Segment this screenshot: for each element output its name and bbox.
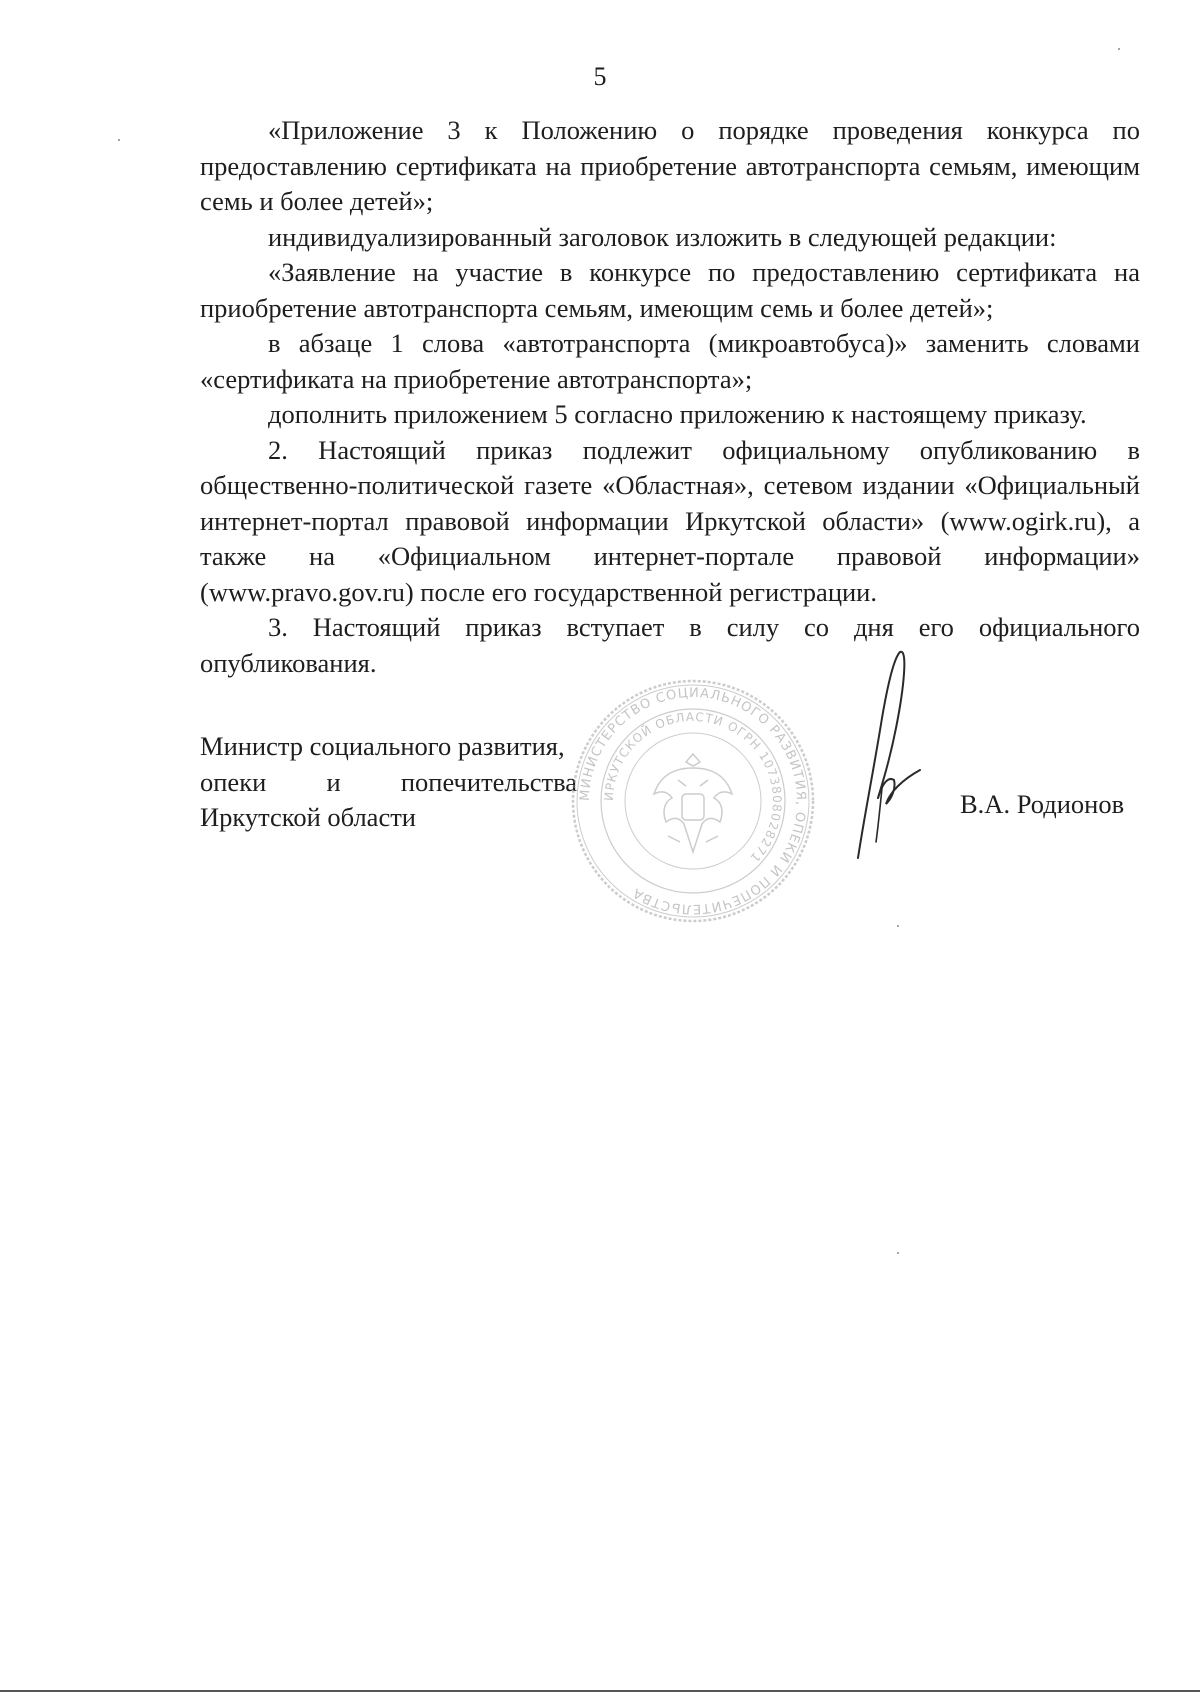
coat-of-arms-icon (654, 754, 732, 852)
position-word-3: попечительства (400, 766, 577, 797)
document-body (200, 113, 1140, 681)
official-seal (568, 676, 818, 926)
paragraph-add-appendix-5: дополнить приложением 5 согласно приложению к настоящему приказу. (268, 399, 1087, 429)
seal-outer-text: МИНИСТЕРСТВО СОЦИАЛЬНОГО РАЗВИТИЯ, ОПЕКИ И ПОПЕЧИТЕЛЬСТВА (577, 685, 809, 917)
page-number: 5 (593, 62, 607, 91)
handwritten-signature (838, 648, 948, 868)
position-line-3: Иркутской области (200, 802, 416, 832)
scan-speck (897, 925, 899, 927)
paragraph-heading-instruction: индивидуализированный заголовок изложить в следующей редакции: (268, 221, 1057, 252)
position-word-2: и (326, 766, 341, 797)
position-line-2 (200, 765, 577, 801)
paragraph-replace-words: в абзаце 1 слова «автотранспорта (микроавтобуса)» заменить словами «сертификата на приобретение автотранспорта»; (200, 328, 1140, 394)
paragraph-clause-3-effect: 3. Настоящий приказ вступает в силу со дня его официального опубликования. (200, 612, 1140, 678)
paragraph-appendix-3: «Приложение 3 к Положению о порядке проведения конкурса по предоставлению сертификата на приобретение автотранспорта семьям, имеющим семь и более детей»; (200, 115, 1140, 216)
signer-name: В.А. Родионов (960, 789, 1125, 819)
scan-speck (897, 1252, 899, 1254)
seal-inner-text: ИРКУТСКОЙ ОБЛАСТИ ОГРН 1073808028271 (601, 709, 785, 866)
paragraph-application-title: «Заявление на участие в конкурсе по предоставлению сертификата на приобретение автотранспорта семьям, имеющим семь и более детей»; (200, 257, 1140, 323)
scan-speck (1118, 48, 1120, 50)
position-word-1: опеки (200, 766, 267, 797)
signatory-position (200, 729, 580, 836)
scan-bottom-edge (0, 1690, 1200, 1692)
position-line-1: Министр социального развития, (200, 731, 565, 761)
scan-speck (118, 139, 120, 141)
paragraph-clause-2-publication: 2. Настоящий приказ подлежит официальному опубликованию в общественно-политической газете «Областная», сетевом издании «Официальный интернет-портал правовой информации Иркутской области» (www.ogirk.ru), а также на «Официальном интернет-портале правовой информации» (www.pravo.gov.ru) после его государственной регистрации. (200, 434, 1140, 607)
